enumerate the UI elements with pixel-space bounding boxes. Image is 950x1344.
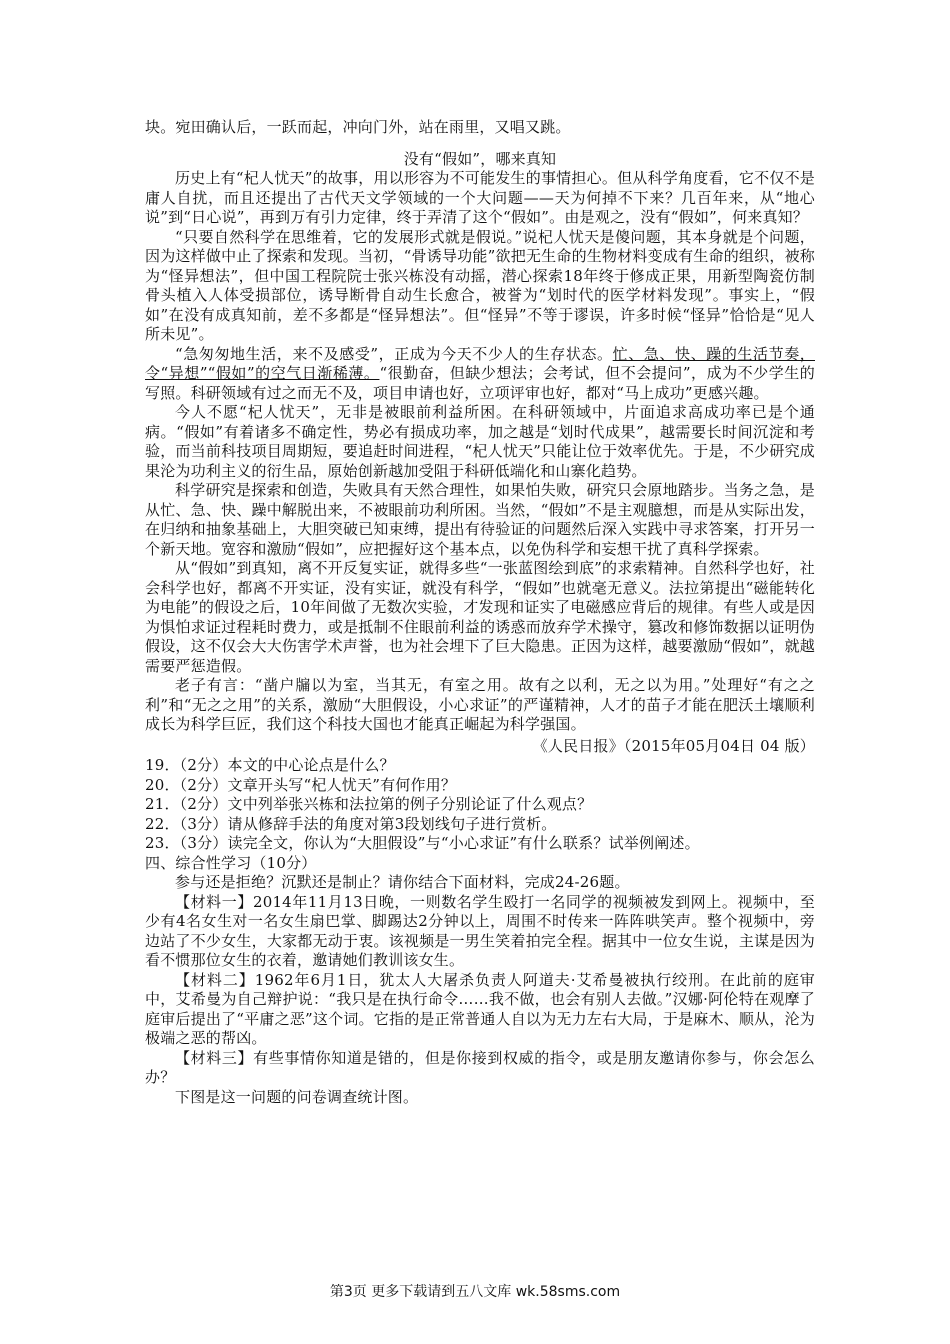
- section-4-intro: 参与还是拒绝？沉默还是制止？请你结合下面材料，完成24-26题。: [175, 873, 630, 891]
- paragraph-3: [145, 345, 815, 404]
- paragraph-3-lead: “急匆匆地生活，来不及感受”，正成为今天不少人的生存状态。: [175, 344, 613, 363]
- question-19: 19．（2分）本文的中心论点是什么？: [145, 756, 395, 774]
- paragraph-3-rest: “很勤奋，但缺少想法；会考试，但不会提问”，成为不少学生的写照。科研领域有过之而无不及，项目申请也好，立项评审也好，都对“马上成功”更感兴趣。: [145, 364, 815, 402]
- section-4-heading: 四、综合性学习（10分）: [145, 853, 317, 872]
- material-1: 【材料一】2014年11月13日晚，一则数名学生殴打一名同学的视频被发到网上。视频中，至少有4名女生对一名女生扇巴掌、脚踢达2分钟以上，周围不时传来一阵阵哄笑声。整个视频中，旁边站了不少女生，大家都无动于衷。该视频是一男生笑着拍完全程。据其中一位女生说，主谋是因为看不惯那位女生的衣着，邀请她们教训该女生。: [145, 892, 815, 969]
- paragraph-4: 今人不愿“杞人忧天”，无非是被眼前利益所困。在科研领域中，片面追求高成功率已是个通病。“假如”有着诸多不确定性，势必有损成功率，加之越是“划时代成果”，越需要长时间沉淀和考验，而当前科技项目周期短，要追赶时间进程，“杞人忧天”只能让位于效率优先。于是，不少研究成果沦为功利主义的衍生品，原始创新越加受阻于科研低端化和山寨化趋势。: [145, 403, 815, 480]
- underlined-sentence: 忙、急、快、躁的生活节奏，令“异想”“假如”的空气日渐稀薄。: [145, 344, 815, 382]
- paragraph-5: 科学研究是探索和创造，失败具有天然合理性，如果怕失败，研究只会原地踏步。当务之急，是从忙、急、快、躁中解脱出来，不被眼前功利所困。当然，“假如”不是主观臆想，而是从实际出发，在归纳和抽象基础上，大胆突破已知束缚，提出有待验证的问题然后深入实践中寻求答案，打开另一个新天地。宽容和激励“假如”，应把握好这个基本点，以免伪科学和妄想干扰了真科学探索。: [145, 481, 815, 558]
- article-title: 没有“假如”，哪来真知: [403, 149, 557, 168]
- intro-line: 块。宛田确认后，一跃而起，冲向门外，站在雨里，又唱又跳。: [145, 118, 571, 136]
- question-21: 21．（2分）文中列举张兴栋和法拉第的例子分别论证了什么观点？: [145, 795, 593, 813]
- paragraph-6: 从“假如”到真知，离不开反复实证，就得多些“一张蓝图绘到底”的求索精神。自然科学也好，社会科学也好，都离不开实证，没有实证，就没有科学，“假如”也就毫无意义。法拉第提出“磁能转化为电能”的假设之后，10年间做了无数次实验，才发现和证实了电磁感应背后的规律。有些人或是因为惧怕求证过程耗时费力，或是抵制不住眼前利益的诱惑而放弃学术操守，篡改和修饰数据以证明伪假设，这不仅会大大伤害学术声誉，也为社会埋下了巨大隐患。正因为这样，越要激励“假如”，就越需要严惩造假。: [145, 559, 815, 675]
- question-23: 23．（3分）读完全文，你认为“大胆假设”与“小心求证”有什么联系？试举例阐述。: [145, 834, 700, 852]
- article-source: 《人民日报》（2015年05月04日 04 版）: [532, 736, 815, 755]
- material-2: 【材料二】1962年6月1日，犹太人大屠杀负责人阿道夫·艾希曼被执行绞刑。在此前的庭审中，艾希曼为自己辩护说：“我只是在执行命令……我不做，也会有别人去做。”汉娜·阿伦特在观摩了庭审后提出了“平庸之恶”这个词。它指的是正常普通人自以为无力左右大局，于是麻木、顺从，沦为极端之恶的帮凶。: [145, 970, 815, 1047]
- material-3: 【材料三】有些事情你知道是错的，但是你接到权威的指令，或是朋友邀请你参与，你会怎么办？: [145, 1048, 815, 1086]
- paragraph-7: 老子有言：“凿户牖以为室，当其无，有室之用。故有之以利，无之以为用。”处理好“有之之利”和“无之之用”的关系，激励“大胆假设，小心求证”的严谨精神，人才的苗子才能在肥沃土壤顺利成长为科学巨匠，我们这个科技大国也才能真正崛起为科学强国。: [145, 676, 815, 733]
- question-22: 22．（3分）请从修辞手法的角度对第3段划线句子进行赏析。: [145, 814, 557, 833]
- page-footer: 第3页 更多下载请到五八文库 wk.58sms.com: [329, 1284, 621, 1300]
- document-body: [145, 118, 815, 1107]
- paragraph-2: “只要自然科学在思维着，它的发展形式就是假说。”说杞人忧天是傻问题，其本身就是个问题，因为这样做中止了探索和发现。当初，“骨诱导功能”欲把无生命的生物材料变成有生命的组织，被称为“怪异想法”，但中国工程院院士张兴栋没有动摇，潜心探索18年终于修成正果，用新型陶瓷仿制骨头植入人体受损部位，诱导断骨自动生长愈合，被誉为“划时代的医学材料发现”。事实上，“假如”在没有成真知前，差不多都是“怪异想法”。但“怪异”不等于谬误，许多时候“怪异”恰恰是“见人所未见”。: [145, 227, 815, 343]
- chart-note: 下图是这一问题的问卷调查统计图。: [175, 1087, 419, 1106]
- paragraph-1: 历史上有“杞人忧天”的故事，用以形容为不可能发生的事情担心。但从科学角度看，它不仅不是庸人自扰，而且还提出了古代天文学领域的一个大问题——天为何掉不下来？几百年来，从“地心说”到“日心说”，再到万有引力定律，终于弄清了这个“假如”。由是观之，没有“假如”，何来真知？: [145, 169, 815, 226]
- question-20: 20．（2分）文章开头写“杞人忧天”有何作用？: [145, 775, 457, 794]
